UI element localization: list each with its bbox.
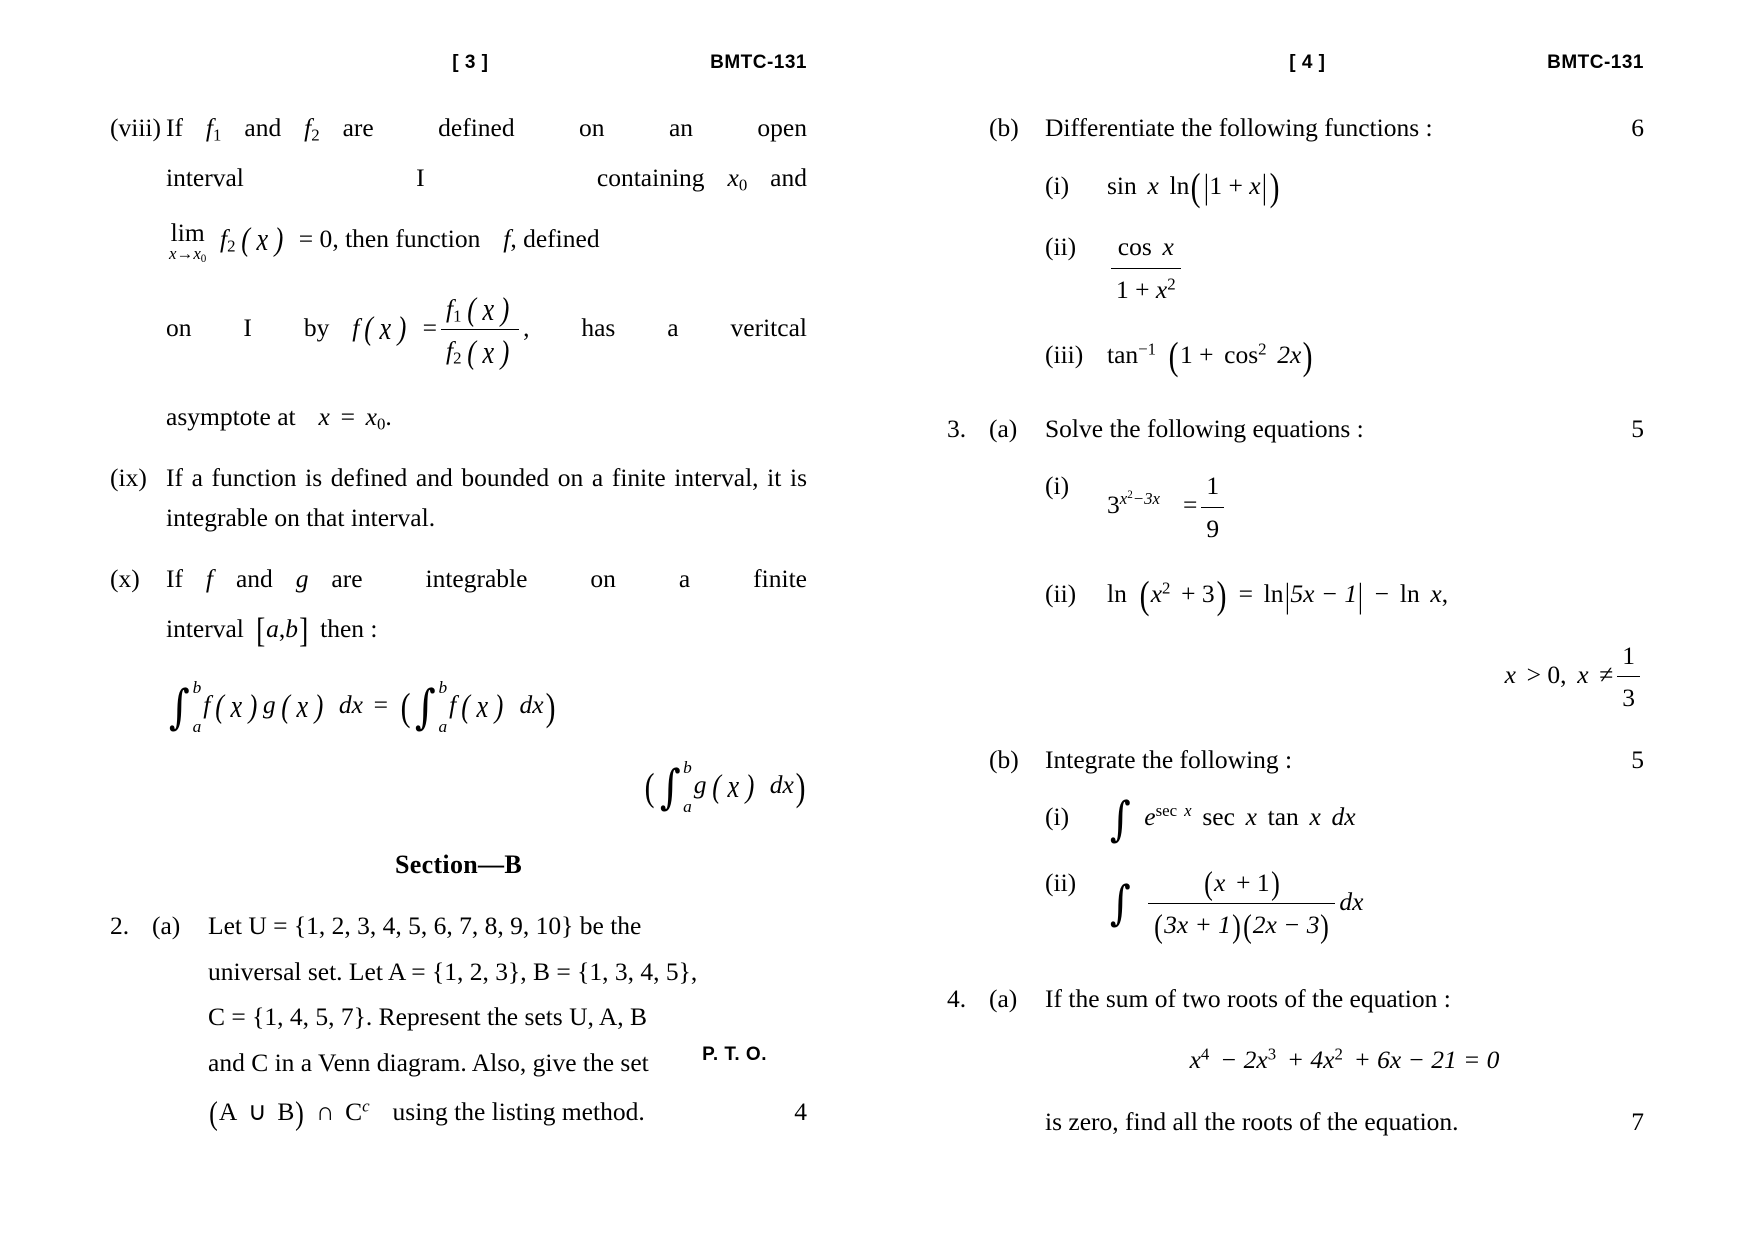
integral-icon: ∫ (168, 679, 190, 735)
lim-subscript: $x\to x_0$ (169, 244, 207, 266)
question-4a-body (1045, 979, 1644, 1142)
if-word: If (166, 113, 183, 142)
question-4 (947, 979, 1644, 1142)
f1-over-f2-fraction (441, 289, 519, 371)
item-viii-line-5: asymptote at $x = x_0$. (166, 401, 392, 434)
question-3a-condition (1045, 636, 1644, 718)
page-number: [ 3 ] (452, 52, 489, 73)
question-2 (110, 906, 807, 1132)
question-2b-item-iii (1045, 334, 1644, 379)
sin-arg: x (1147, 170, 1159, 200)
and-word-x: and (235, 564, 273, 594)
question-4a-label: (a) (989, 983, 1018, 1013)
item-viii-line-4 (166, 289, 807, 371)
big-left-paren-1: ( (400, 684, 411, 729)
item-viii-text-2b: and (770, 162, 807, 192)
limit-operator (169, 217, 207, 266)
integral-icon-4: ∫ (1109, 791, 1131, 847)
asym-x0: x (365, 401, 377, 431)
eq-3i: = (1182, 489, 1198, 519)
question-3 (947, 409, 1644, 718)
union-icon: ∪ (248, 1097, 267, 1127)
rational-fraction (1148, 863, 1335, 945)
condition-x1: x (1504, 659, 1516, 689)
item-marker-ix: (ix) (110, 463, 147, 493)
asym-x: x (318, 401, 330, 431)
item-x-text-1: are integrable on a finite (331, 564, 807, 594)
item-viii-line-1 (166, 108, 807, 148)
question-item-x (110, 559, 807, 816)
f-symbol-x: f (205, 564, 214, 594)
right-page-column (877, 0, 1754, 1241)
integral-limits-3: b a (683, 758, 692, 816)
integral-icon-2: ∫ (414, 679, 436, 735)
condition-x2: x (1577, 659, 1589, 689)
left-page-header (110, 52, 807, 86)
question-3b-item-i (1045, 791, 1644, 847)
sub-marker-3bii: (ii) (1045, 867, 1077, 897)
and-word: and (244, 113, 282, 142)
tan-open-paren: ( (1168, 334, 1179, 379)
tan-op: tan (1107, 340, 1139, 370)
lim-equals-zero: = 0 (298, 224, 333, 254)
question-3a-body (1045, 409, 1644, 718)
abs-bar-right-2: | (1358, 576, 1364, 615)
fraction-numerator: $f_1$ ( x ) (446, 292, 509, 329)
dx-3: dx (769, 770, 794, 800)
question-3b-marks: 5 (1631, 744, 1644, 774)
item-ix-text: If a function is defined and bounded on a finite interval, it is integrable on that interval. (166, 463, 807, 532)
integrand-g: g (262, 690, 276, 720)
item-marker-x: (x) (110, 564, 140, 594)
question-3b-item-ii (1045, 863, 1644, 945)
abs-open-paren: ( (1190, 164, 1201, 209)
integrand-f: f (203, 690, 211, 720)
set-A: A (218, 1097, 238, 1127)
set-close-paren: ) (295, 1095, 305, 1132)
item-viii-text-4b: , has a veritcal (523, 312, 807, 342)
tan-close-paren: ) (1303, 334, 1313, 379)
integral-identity-line-2: (∫ b a g ( x ) dx) (644, 758, 806, 816)
right-bracket: ] (299, 611, 309, 650)
inner-cos-sup: 2 (1258, 339, 1267, 359)
question-4a-marks: 7 (1631, 1106, 1644, 1136)
big-right-paren-1: ) (545, 684, 556, 729)
integral-identity-line-1: ∫ b a f ( x ) g ( x ) dx = (∫ b a f ( x ) dx) (168, 678, 556, 736)
interval-word: interval (166, 613, 244, 643)
eq-3ii: = (1238, 579, 1253, 609)
item-viii-text-1: are defined on an open (342, 113, 807, 142)
lim-arg: ( x ) (240, 222, 283, 259)
g-symbol-x: g (295, 564, 309, 594)
question-2b-marks: 6 (1631, 113, 1644, 142)
sub-expr-3bi: ∫ $e^{sec x}$ sec x tan x dx (1109, 791, 1356, 847)
if-word-x: If (166, 564, 183, 594)
lim-word: lim (170, 217, 205, 247)
abs-content: 1 + x (1209, 170, 1261, 200)
tan-inner-1: 1 + (1179, 340, 1214, 370)
question-2b-body (1045, 108, 1644, 379)
question-4a-line-1: If the sum of two roots of the equation : (1045, 983, 1451, 1013)
question-3b-prompt (1045, 740, 1644, 780)
question-item-viii (110, 108, 807, 436)
question-2a-line-2: universal set. Let A = {1, 2, 3}, B = {1, 3, 4, 5}, (208, 956, 698, 986)
sin-op: sin (1107, 170, 1137, 200)
dx-5: dx (1339, 886, 1364, 916)
item-marker-viii: (viii) (110, 113, 161, 142)
question-2a-line-4: and C in a Venn diagram. Also, give the set (208, 1047, 649, 1077)
item-viii-text-4: on I by (166, 312, 330, 342)
question-2a-text-end: using the listing method. (392, 1097, 645, 1127)
ln-op-1: ln (1107, 579, 1127, 609)
dx-1: dx (338, 690, 363, 720)
ln-op-3: ln (1399, 579, 1420, 609)
course-code: BMTC-131 (710, 52, 807, 73)
question-3a-label: (a) (989, 413, 1018, 443)
question-2a-label: (a) (152, 911, 181, 941)
interval-b: b (285, 613, 298, 643)
rational-denominator: (3x + 1)(2x − 3) (1148, 903, 1335, 945)
sub-marker-3i: (i) (1045, 471, 1070, 501)
question-3-number: 3. (947, 413, 967, 443)
cos-denominator: $1 + x^2$ (1111, 268, 1181, 310)
not-equal-icon: ≠ (1599, 659, 1614, 689)
item-x-body (166, 559, 807, 816)
abs-bar-left-2: | (1284, 576, 1290, 615)
sub-expr-3i (1107, 466, 1644, 548)
f2-subscript: 2 (311, 125, 320, 145)
integrand-g-2: g (693, 770, 707, 800)
ln-op: ln (1169, 170, 1190, 200)
question-item-ix (110, 458, 807, 537)
dx-2: dx (519, 690, 544, 720)
f1-symbol: f (205, 113, 214, 142)
question-2a-marks: 4 (794, 1097, 807, 1127)
rational-numerator: (x + 1) (1204, 866, 1280, 903)
question-2b-item-i (1045, 164, 1644, 209)
section-b-title: Section—B (395, 850, 522, 880)
set-C: C (345, 1097, 363, 1127)
item-x-text-2: then : (320, 613, 378, 643)
question-2a-line-3: C = {1, 4, 5, 7}. Represent the sets U, A, B (208, 1002, 648, 1032)
item-x-line-2: interval [a,b] then : (166, 611, 378, 650)
item-x-line-1 (166, 559, 807, 599)
sub-marker-iii: (iii) (1045, 340, 1084, 370)
big-left-paren-2: ( (644, 764, 655, 809)
tan-inverse-sup: −1 (1138, 339, 1157, 359)
sub-marker-3ii: (ii) (1045, 579, 1077, 609)
fx-symbol: f (352, 312, 360, 342)
cos-numerator: cos x (1117, 232, 1174, 262)
abs-bar-left: | (1203, 168, 1209, 207)
question-3b-body (1045, 740, 1644, 945)
minus-op: − (1374, 579, 1390, 609)
question-2b-item-ii (1045, 227, 1644, 309)
integral-limits-2: b a (438, 678, 448, 736)
f1-subscript: 1 (213, 125, 222, 145)
left-bracket: [ (255, 611, 265, 650)
sub-marker-3bi: (i) (1045, 802, 1070, 832)
abs-content-2: 5x − 1 (1290, 579, 1358, 609)
e-base: e (1144, 802, 1156, 832)
question-2a-line-1: Let U = {1, 2, 3, 4, 5, 6, 7, 8, 9, 10} be the (208, 911, 642, 941)
sub-marker-ii: (ii) (1045, 232, 1077, 262)
page-number-right: [ 4 ] (1289, 52, 1326, 73)
question-4a-text-2: is zero, find all the roots of the equation. (1045, 1106, 1459, 1136)
sub-marker-i: (i) (1045, 170, 1070, 200)
integral-limits-1: b a (192, 678, 202, 736)
sub-expr-iii (1107, 334, 1644, 379)
integrand-f-2: f (449, 690, 457, 720)
dx-4: dx (1331, 802, 1356, 832)
x0-symbol: x (727, 162, 739, 192)
integral-icon-3: ∫ (659, 759, 681, 815)
question-3a-marks: 5 (1631, 413, 1644, 443)
interval-a: a (266, 613, 279, 643)
e-exponent: sec x (1155, 801, 1192, 821)
question-4a-equation: $x^4 - 2x^3 + 4x^2 + 6x - 21 = 0$ (1189, 1044, 1500, 1075)
complement-superscript: c (362, 1096, 370, 1116)
question-3a-text: Solve the following equations : (1045, 413, 1364, 443)
question-3b-label: (b) (989, 744, 1019, 774)
inner-2x: 2x (1277, 340, 1302, 370)
right-page-header (947, 52, 1644, 86)
fraction-denominator: $f_2$ ( x ) (441, 329, 519, 371)
cos-over-1plusx2 (1111, 227, 1181, 309)
item-viii-text-3: , then function (332, 224, 481, 254)
exp-superscript: x2−3x (1119, 489, 1161, 509)
question-2b-prompt (1045, 108, 1644, 148)
item-viii-text-2: interval I containing (166, 162, 705, 192)
question-2-number: 2. (110, 911, 130, 941)
lim-function-sub: 2 (227, 236, 236, 256)
ln-op-2: ln (1263, 579, 1284, 609)
exp-base-3: 3 (1107, 489, 1120, 519)
x0-subscript: 0 (738, 175, 748, 195)
f-symbol: f (503, 224, 511, 254)
question-3b (947, 740, 1644, 945)
intersection-icon: ∩ (315, 1097, 335, 1127)
f2-symbol: f (304, 113, 312, 142)
fx-arg: ( x ) (364, 311, 407, 348)
question-2b (947, 108, 1644, 379)
inner-cos-op: cos (1224, 340, 1259, 370)
sub-expr-3ii: $\ln (x^2 + 3) = \ln|5x - 1| - \ln x$, (1107, 573, 1449, 618)
question-3a-item-i (1045, 466, 1644, 548)
abs-bar-right: | (1261, 168, 1267, 207)
item-viii-body (166, 108, 807, 436)
question-2b-text: Differentiate the following functions : (1045, 113, 1433, 142)
pto-footer: P. T. O. (702, 1044, 767, 1065)
item-viii-line-3 (166, 217, 807, 266)
question-2a-line-5 (208, 1092, 807, 1132)
ln-open-paren: ( (1139, 573, 1150, 618)
lim-function: f (220, 224, 228, 254)
identity-equals: = (373, 690, 389, 720)
one-third-fraction: $\frac{1}{3}$ (1617, 636, 1640, 718)
sec-op: sec (1202, 802, 1235, 832)
sub-expr-ii (1107, 227, 1644, 309)
asym-equals: = (340, 401, 355, 431)
set-B: B (277, 1097, 295, 1127)
question-3a-prompt (1045, 409, 1644, 449)
question-2b-label: (b) (989, 113, 1019, 142)
question-2a-body (208, 906, 807, 1132)
course-code-right: BMTC-131 (1547, 52, 1644, 73)
abs-close-paren: ) (1269, 164, 1280, 209)
item-viii-line-2 (166, 158, 807, 198)
question-4a-line-2 (1045, 1102, 1644, 1142)
question-4-number: 4. (947, 983, 967, 1013)
question-3b-text: Integrate the following : (1045, 744, 1293, 774)
one-ninth-fraction: $\frac{1}{9}$ (1201, 466, 1224, 548)
set-open-paren: ( (209, 1095, 218, 1132)
ln-close-paren: ) (1216, 573, 1227, 618)
sub-expr-i (1107, 164, 1644, 209)
asymptote-text: asymptote at (166, 401, 296, 431)
big-right-paren-2: ) (795, 764, 806, 809)
question-3a-item-ii (1045, 573, 1644, 618)
integral-icon-5: ∫ (1109, 876, 1131, 932)
equals-sign: = (422, 312, 438, 342)
item-viii-text-3b: , defined (510, 224, 600, 254)
condition-gt: > 0, (1526, 659, 1567, 689)
sub-expr-3bii (1107, 863, 1644, 945)
tan-op-2: tan (1267, 802, 1299, 832)
